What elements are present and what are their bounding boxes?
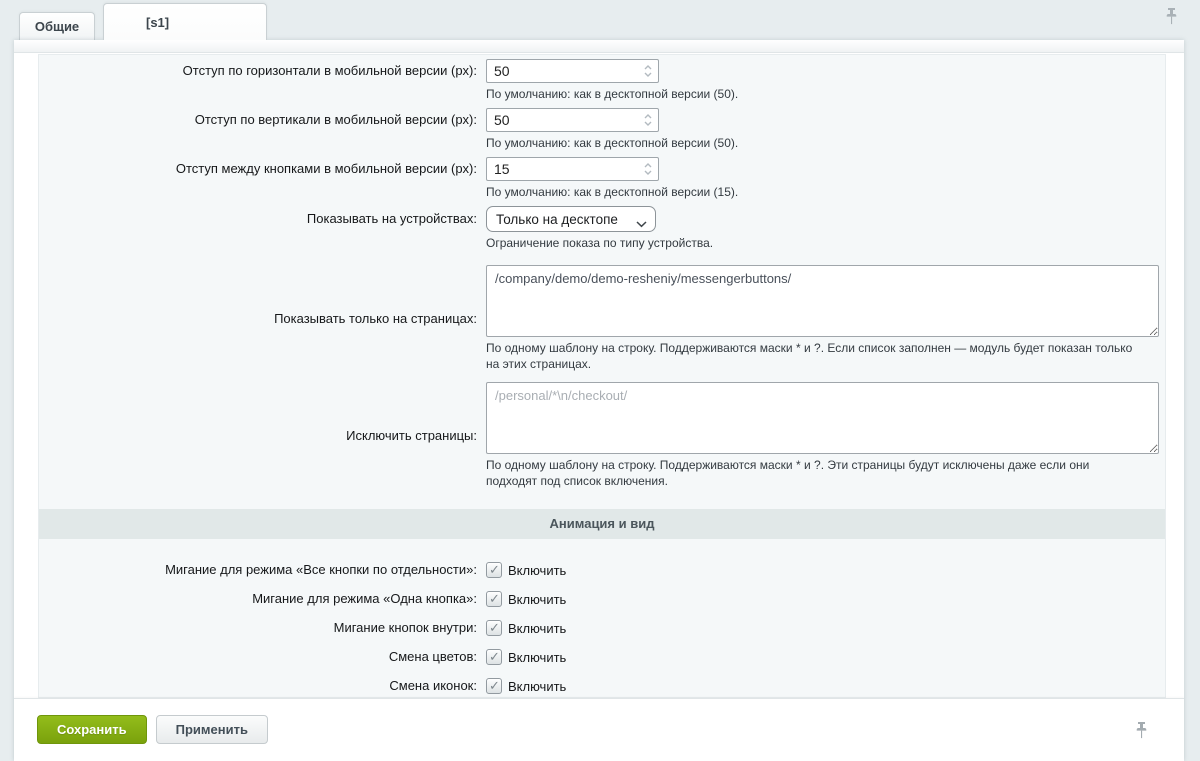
- tab-strip: [0, 0, 1200, 40]
- button-gap-mobile-input[interactable]: [486, 157, 659, 181]
- blink-all-buttons-checkbox[interactable]: [486, 562, 502, 578]
- number-stepper[interactable]: [642, 64, 654, 78]
- form-row: [39, 648, 1165, 666]
- form-row: [39, 382, 1165, 489]
- section-header-animation: Анимация и вид: [39, 509, 1165, 539]
- color-change-checkbox[interactable]: [486, 649, 502, 665]
- field-hint: По умолчанию: как в десктопной версии (15).: [486, 185, 739, 199]
- field-hint: Ограничение показа по типу устройства.: [486, 236, 714, 250]
- checkbox-label: Включить: [508, 678, 567, 694]
- settings-form: [38, 54, 1166, 698]
- chevron-up-down-icon: [643, 113, 653, 127]
- field-label: Отступ по вертикали в мобильной версии (px):: [194, 112, 477, 127]
- field-label: Мигание для режима «Одна кнопка»:: [252, 591, 477, 606]
- panel-top-edge: [14, 40, 1184, 53]
- field-hint: По одному шаблону на строку. Поддерживаются маски * и ?. Если список заполнен — модуль будет показан только на этих страницах.: [486, 341, 1133, 371]
- number-stepper[interactable]: [642, 113, 654, 127]
- pin-icon[interactable]: [1165, 7, 1178, 29]
- field-label: Показывать на устройствах:: [306, 211, 477, 226]
- form-row: [39, 619, 1165, 637]
- include-pages-textarea[interactable]: [486, 265, 1159, 337]
- field-label: Показывать только на страницах:: [274, 311, 477, 326]
- chevron-up-down-icon: [643, 162, 653, 176]
- form-row: [39, 108, 1165, 151]
- settings-panel: [14, 40, 1184, 761]
- form-row: [39, 206, 1165, 251]
- checkbox-label: Включить: [508, 620, 567, 636]
- device-visibility-select[interactable]: [486, 206, 656, 232]
- checkbox-label: Включить: [508, 562, 567, 578]
- tab-label: Общие: [34, 19, 80, 34]
- checkbox-group: [39, 561, 1165, 695]
- form-row: [39, 157, 1165, 200]
- checkbox-label: Включить: [508, 649, 567, 665]
- field-label: Смена цветов:: [388, 649, 477, 664]
- tab-label: [s1]: [146, 15, 170, 30]
- field-label: Отступ между кнопками в мобильной версии (px):: [175, 161, 477, 176]
- footer-bar: [14, 698, 1184, 761]
- icon-change-checkbox[interactable]: [486, 678, 502, 694]
- field-hint: По одному шаблону на строку. Поддерживаются маски * и ?. Эти страницы будут исключены даже если они подходят под список включения.: [486, 458, 1090, 488]
- save-button[interactable]: Сохранить: [37, 715, 147, 744]
- field-hint: По умолчанию: как в десктопной версии (50).: [486, 87, 739, 101]
- horizontal-offset-mobile-input[interactable]: [486, 59, 659, 83]
- blink-single-button-checkbox[interactable]: [486, 591, 502, 607]
- blink-inner-buttons-checkbox[interactable]: [486, 620, 502, 636]
- field-label: Смена иконок:: [389, 678, 477, 693]
- form-row: [39, 590, 1165, 608]
- form-row: [39, 677, 1165, 695]
- field-label: Отступ по горизонтали в мобильной версии (px):: [182, 63, 477, 78]
- form-row: [39, 265, 1165, 372]
- vertical-offset-mobile-input[interactable]: [486, 108, 659, 132]
- field-label: Исключить страницы:: [346, 428, 477, 443]
- exclude-pages-textarea[interactable]: [486, 382, 1159, 454]
- field-hint: По умолчанию: как в десктопной версии (50).: [486, 136, 739, 150]
- field-label: Мигание для режима «Все кнопки по отдельности»:: [165, 562, 477, 577]
- field-label: Мигание кнопок внутри:: [333, 620, 477, 635]
- number-stepper[interactable]: [642, 162, 654, 176]
- chevron-up-down-icon: [643, 64, 653, 78]
- apply-button[interactable]: Применить: [156, 715, 268, 744]
- checkbox-label: Включить: [508, 591, 567, 607]
- tab-obschie[interactable]: [19, 12, 95, 40]
- form-row: [39, 59, 1165, 102]
- form-row: [39, 561, 1165, 579]
- pin-icon[interactable]: [1135, 721, 1148, 743]
- tab-s1[interactable]: [103, 3, 267, 40]
